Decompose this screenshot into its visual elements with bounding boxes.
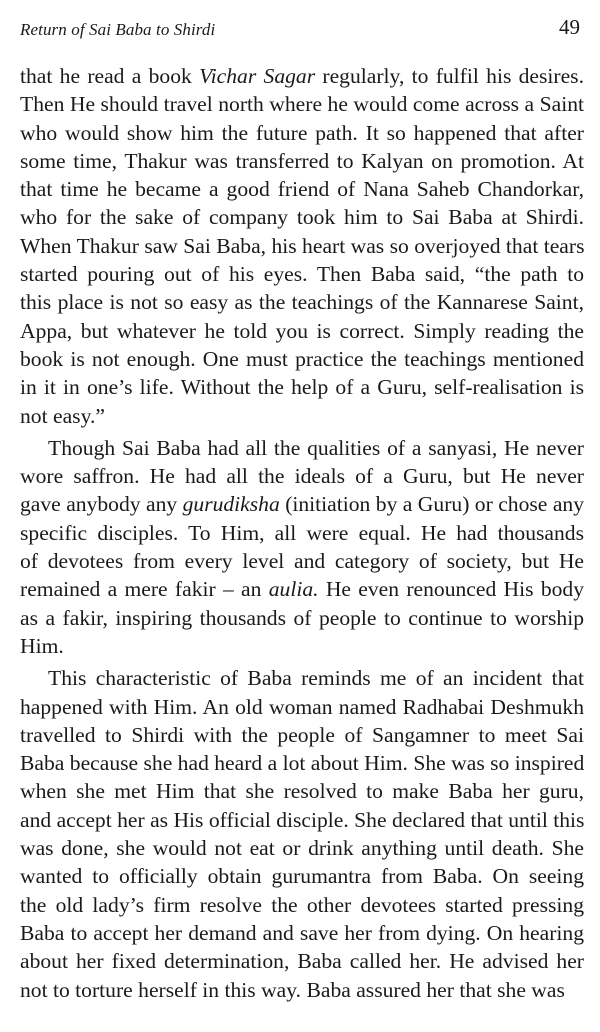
text-line — [20, 119, 584, 147]
text-line — [20, 777, 584, 805]
text-run: happened with Him. An old woman named Radhabai Deshmukh — [20, 694, 584, 719]
text-run: Baba because she had heard a lot about Him. She was so inspired — [20, 751, 585, 776]
italic-term: aulia. — [268, 577, 319, 602]
text-run: Then He should travel north where he would come across a Saint — [20, 92, 584, 117]
text-run: regularly, to fulfil his desires. — [315, 64, 584, 88]
text-run: He even renounced His body — [318, 577, 585, 602]
text-run: was done, she would not eat or drink anything until death. She — [20, 836, 584, 861]
page-number: 49 — [559, 15, 580, 39]
text-line — [20, 317, 584, 345]
text-line — [20, 462, 584, 490]
text-run: travelled to Shirdi with the people of Sangamner to meet Sai — [20, 722, 584, 747]
text-line — [20, 632, 584, 660]
text-run: wanted to officially obtain gurumantra from Baba. On seeing — [20, 864, 584, 889]
text-run: about her fixed determination, Baba called her. He advised her — [20, 949, 584, 974]
text-line — [20, 402, 584, 430]
text-run: who for the sake of company took him to Sai Baba at Shirdi. — [20, 205, 584, 230]
italic-term: gurudiksha — [182, 492, 280, 517]
paragraph — [20, 664, 584, 1004]
text-line — [20, 947, 584, 975]
text-run: Him. — [20, 633, 64, 658]
text-line — [20, 834, 584, 862]
paragraph — [20, 62, 584, 430]
text-line — [20, 547, 584, 575]
text-line — [20, 175, 584, 203]
text-run: not to torture herself in this way. Baba assured her that she was — [20, 977, 565, 1002]
text-run: When Thakur saw Sai Baba, his heart was so overjoyed that tears — [20, 233, 585, 258]
text-run: this place is not so easy as the teachings of the Kannarese Saint, — [20, 290, 584, 315]
text-line — [20, 147, 584, 175]
text-line — [20, 90, 584, 118]
text-line — [20, 693, 584, 721]
text-run: that he read a book — [20, 64, 200, 88]
text-run: Baba to accept her demand and save her from dying. On hearing — [20, 920, 584, 945]
text-run: This characteristic of Baba reminds me of an incident that — [48, 666, 584, 691]
running-header — [20, 14, 580, 44]
text-line — [20, 203, 584, 231]
text-line — [20, 345, 584, 373]
text-run: of devotees from every level and category of society, but He — [20, 549, 584, 574]
text-run: Though Sai Baba had all the qualities of a sanyasi, He never — [48, 435, 584, 460]
text-line — [20, 373, 584, 401]
text-run: gave anybody any — [20, 492, 183, 517]
text-run: in it in one’s life. Without the help of a Guru, self-realisation is — [20, 375, 584, 400]
text-line — [20, 862, 584, 890]
text-run: book is not enough. One must practice the teachings mentioned — [20, 346, 584, 371]
text-run: the old lady’s firm resolve the other devotees started pressing — [20, 892, 584, 917]
text-line — [20, 891, 584, 919]
text-run: not easy.” — [20, 403, 105, 428]
text-line — [20, 519, 584, 547]
text-line — [20, 721, 584, 749]
text-run: that time he became a good friend of Nana Saheb Chandorkar, — [20, 177, 584, 202]
text-line — [20, 806, 584, 834]
text-line — [20, 62, 584, 90]
text-line — [20, 288, 584, 316]
paragraph — [20, 434, 584, 660]
text-run: started pouring out of his eyes. Then Baba said, “the path to — [20, 262, 584, 287]
text-line — [20, 976, 584, 1004]
text-run: remained a mere fakir – an — [20, 577, 269, 602]
text-line — [20, 260, 584, 288]
text-run: when she met Him that she resolved to make Baba her guru, — [20, 779, 584, 804]
text-line — [20, 490, 584, 518]
body-text — [20, 62, 584, 1004]
text-run: (initiation by a Guru) or chose any — [279, 492, 584, 517]
text-line — [20, 664, 584, 692]
text-run: who would show him the future path. It so happened that after — [20, 120, 584, 145]
text-run: wore saffron. He had all the ideals of a Guru, but He never — [20, 464, 584, 489]
text-run: some time, Thakur was transferred to Kalyan on promotion. At — [20, 148, 584, 173]
text-run: and accept her as His official disciple. She declared that until this — [20, 807, 585, 832]
text-line — [20, 434, 584, 462]
text-run: specific disciples. To Him, all were equal. He had thousands — [20, 520, 584, 545]
text-run: as a fakir, inspiring thousands of people to continue to worship — [20, 605, 584, 630]
text-line — [20, 604, 584, 632]
text-line — [20, 575, 584, 603]
italic-term: Vichar Sagar — [199, 64, 316, 88]
text-line — [20, 232, 584, 260]
text-run: Appa, but whatever he told you is correct. Simply reading the — [20, 318, 584, 343]
running-title: Return of Sai Baba to Shirdi — [20, 20, 216, 39]
text-line — [20, 919, 584, 947]
text-line — [20, 749, 584, 777]
